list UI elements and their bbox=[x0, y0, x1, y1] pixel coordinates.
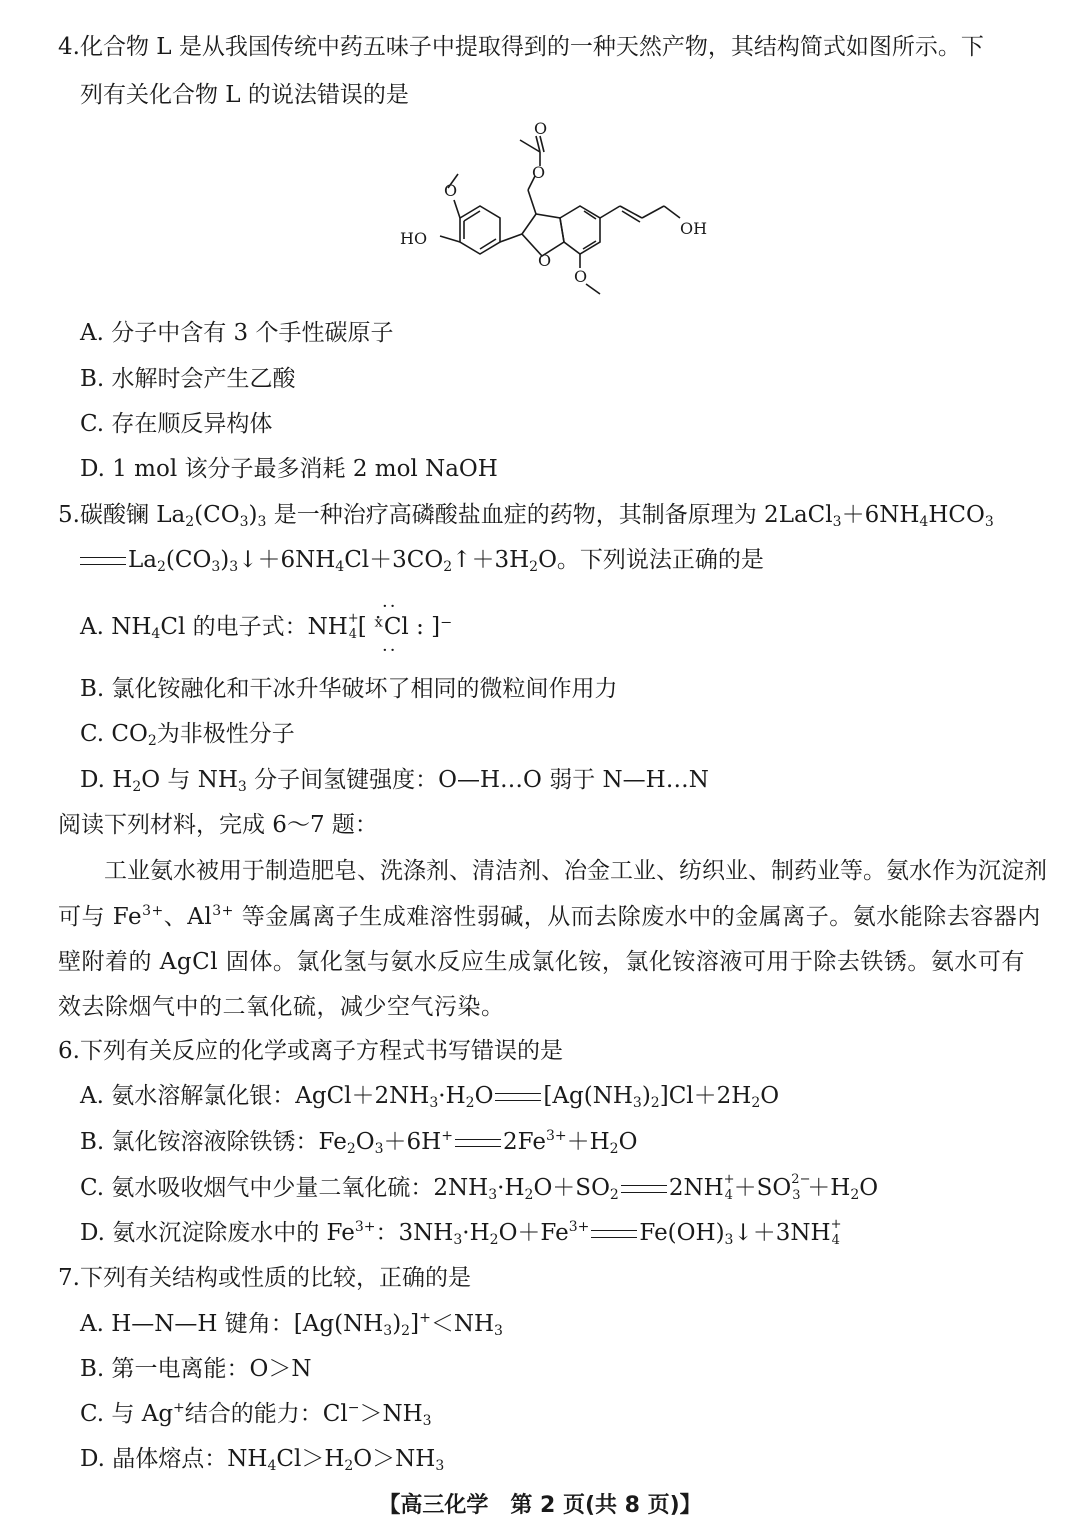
page-footer: 【高三化学 第 2 页(共 8 页)】 bbox=[378, 1493, 702, 1518]
oxygen-label-ester: O bbox=[532, 163, 546, 182]
oxygen-label-bottom: O bbox=[574, 267, 588, 286]
oxygen-label-top-left: O bbox=[444, 181, 458, 200]
electron-dots-bottom: ·· bbox=[382, 640, 398, 661]
q5-stem-line1: 5.碳酸镧 $La_2(CO_3)_3$ 是一种治疗高磷酸盐血症的药物，其制备原理为 $2LaCl_3+6NH_4HCO_3$ bbox=[58, 502, 994, 530]
q4-stem-line1: 4.化合物 L 是从我国传统中药五味子中提取得到的一种天然产物，其结构简式如图所示。下 bbox=[58, 34, 984, 60]
q5-option-a: A. $NH_4Cl$ 的电子式：NH + 4 [ ˣ̇Cl : ]⁻ bbox=[80, 611, 453, 642]
q6-option-d: D. 氨水沉淀除废水中的 $Fe^{3+}$：$3NH_3\cdot H_2O+Fe^{3+}$ $Fe(OH)_3↓+3NH$ + 4 bbox=[80, 1217, 842, 1248]
q5-option-b: B. 氯化铵融化和干冰升华破坏了相同的微粒间作用力 bbox=[80, 676, 618, 702]
left-benzene-ring bbox=[460, 206, 500, 254]
q5-option-d: D. $H_2O$ 与 $NH_3$ 分子间氢键强度：O—H…O 弱于 N—H…N bbox=[80, 767, 709, 795]
oxygen-label-ring: O bbox=[538, 251, 552, 270]
q7-option-c: C. 与 Ag+结合的能力：$Cl^->NH_3$ bbox=[80, 1400, 432, 1429]
q5-option-c: C. $CO_2$为非极性分子 bbox=[80, 721, 295, 749]
q4-option-c: C. 存在顺反异构体 bbox=[80, 411, 273, 437]
oh-label: OH bbox=[680, 219, 708, 238]
q7-option-d: D. 晶体熔点：$NH_4Cl>H_2O>NH_3$ bbox=[80, 1446, 445, 1474]
ho-label: HO bbox=[400, 229, 428, 248]
right-benzene-ring bbox=[560, 206, 600, 254]
material-paragraph-line1: 工业氨水被用于制造肥皂、洗涤剂、清洁剂、冶金工业、纺织业、制药业等。氨水作为沉淀剂 bbox=[104, 858, 1047, 884]
material-paragraph-line4: 效去除烟气中的二氧化硫，减少空气污染。 bbox=[58, 994, 505, 1020]
q6-stem: 6.下列有关反应的化学或离子方程式书写错误的是 bbox=[58, 1038, 563, 1064]
electron-dots-top: ·· bbox=[382, 596, 398, 617]
q7-stem: 7.下列有关结构或性质的比较，正确的是 bbox=[58, 1265, 471, 1291]
q6-option-c: C. 氨水吸收烟气中少量二氧化硫：$2NH_3\cdot H_2O+SO_2$ 2NH + 4 ＋SO 2− 3 $+H_2O$ bbox=[80, 1172, 879, 1203]
material-paragraph-line2: 可与 $Fe^{3+}$、$Al^{3+}$ 等金属离子生成难溶性弱碱，从而去除废水中的金属离子。氨水能除去容器内 bbox=[58, 903, 1041, 930]
q6-option-a: A. 氨水溶解氯化银：$AgCl+2NH_3\cdot H_2O$ $[Ag(NH_3)_2]Cl+2H_2O$ bbox=[80, 1083, 780, 1111]
q7-option-b: B. 第一电离能：O＞N bbox=[80, 1356, 312, 1382]
dihydrofuran-ring bbox=[522, 214, 564, 256]
q7-option-a: A. H—N—H 键角：$[Ag(NH_3)_2]^+<NH_3$ bbox=[80, 1310, 503, 1339]
material-intro: 阅读下列材料，完成 6～7 题： bbox=[58, 812, 378, 838]
q6-option-b: B. 氯化铵溶液除铁锈：$Fe_2O_3+6H^+$ $2Fe^{3+}+H_2O$ bbox=[80, 1128, 638, 1157]
q4-option-a: A. 分子中含有 3 个手性碳原子 bbox=[80, 320, 394, 346]
material-paragraph-line3: 壁附着的 AgCl 固体。氯化氢与氨水反应生成氯化铵，氯化铵溶液可用于除去铁锈。氨水可有 bbox=[58, 949, 1025, 975]
q4-stem-line2: 列有关化合物 L 的说法错误的是 bbox=[80, 82, 409, 108]
q4-option-b: B. 水解时会产生乙酸 bbox=[80, 366, 296, 392]
q5-stem-line2: $La_2(CO_3)_3↓+6NH_4Cl+3CO_2↑+3H_2O$。下列说法正确的是 bbox=[80, 549, 764, 572]
q4-option-d: D. 1 mol 该分子最多消耗 2 mol NaOH bbox=[80, 456, 498, 482]
oxygen-label-carbonyl: O bbox=[534, 119, 548, 138]
compound-l-structure bbox=[390, 118, 720, 308]
